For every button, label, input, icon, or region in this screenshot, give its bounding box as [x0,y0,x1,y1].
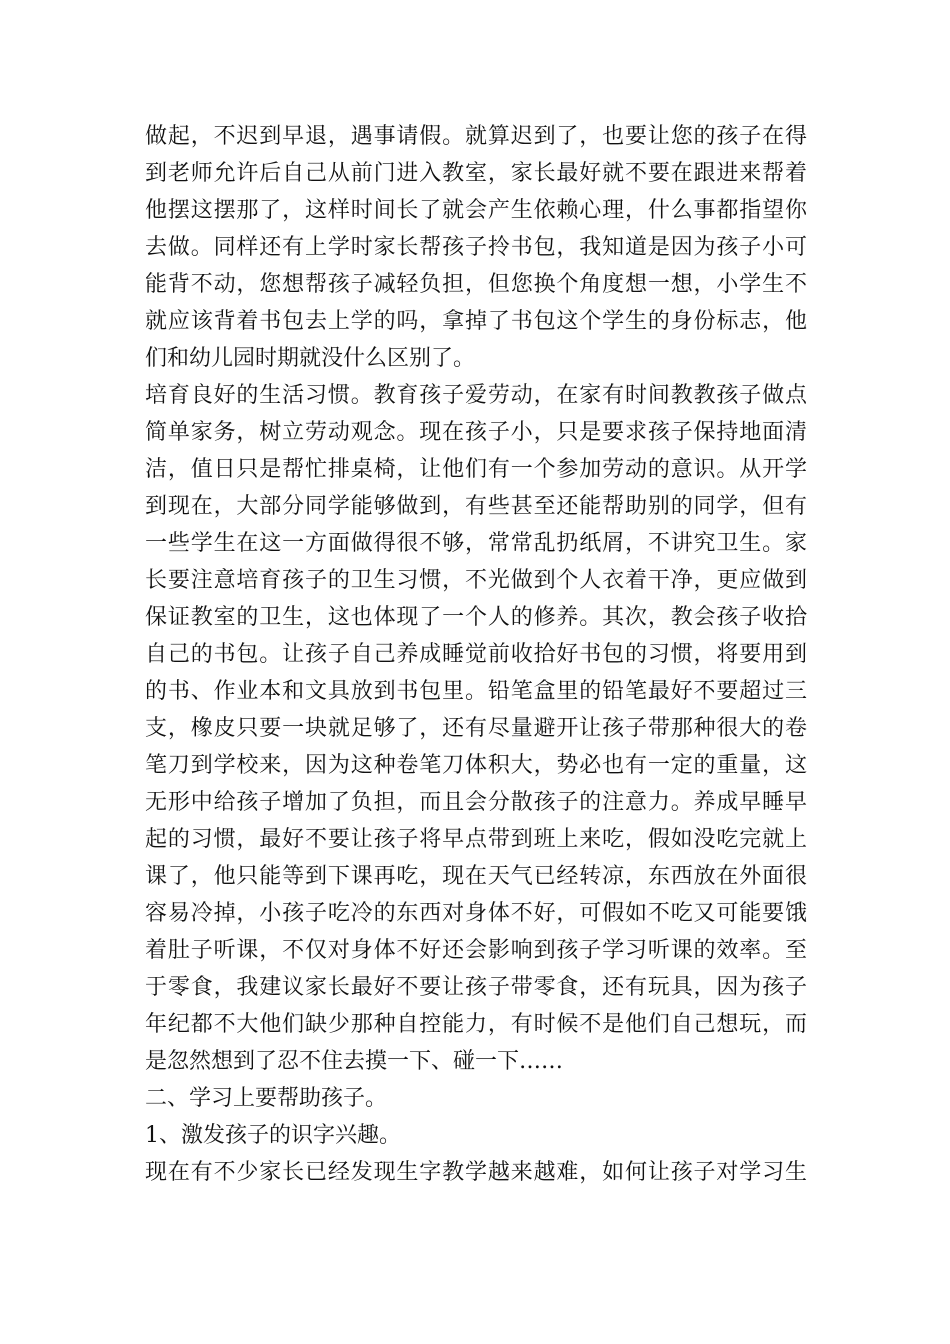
text-line: 起的习惯，最好不要让孩子将早点带到班上来吃，假如没吃完就上 [145,827,807,852]
text-line: 到现在，大部分同学能够做到，有些甚至还能帮助别的同学，但有 [145,494,807,519]
text-line: 保证教室的卫生，这也体现了一个人的修养。其次，教会孩子收拾 [145,605,807,630]
text-line: 到老师允许后自己从前门进入教室，家长最好就不要在跟进来帮着 [145,161,807,186]
text-line: 容易冷掉，小孩子吃冷的东西对身体不好，可假如不吃又可能要饿 [145,901,807,926]
document-body [145,118,807,1191]
text-line: 的书、作业本和文具放到书包里。铅笔盒里的铅笔最好不要超过三 [145,679,807,704]
text-line: 于零食，我建议家长最好不要让孩子带零食，还有玩具，因为孩子 [145,975,807,1000]
text-line: 培育良好的生活习惯。教育孩子爱劳动，在家有时间教教孩子做点 [145,383,807,408]
text-line: 笔刀到学校来，因为这种卷笔刀体积大，势必也有一定的重量，这 [145,753,807,778]
text-line: 现在有不少家长已经发现生字教学越来越难，如何让孩子对学习生 [145,1160,807,1185]
text-line: 做起，不迟到早退，遇事请假。就算迟到了，也要让您的孩子在得 [145,124,807,149]
text-line: 能背不动，您想帮孩子减轻负担，但您换个角度想一想，小学生不 [145,272,807,297]
text-line: 是忽然想到了忍不住去摸一下、碰一下…… [145,1049,564,1074]
text-line: 支，橡皮只要一块就足够了，还有尽量避开让孩子带那种很大的卷 [145,716,807,741]
text-line: 无形中给孩子增加了负担，而且会分散孩子的注意力。养成早睡早 [145,790,807,815]
text-line: 洁，值日只是帮忙排桌椅，让他们有一个参加劳动的意识。从开学 [145,457,807,482]
text-line: 着肚子听课，不仅对身体不好还会影响到孩子学习听课的效率。至 [145,938,807,963]
text-line: 们和幼儿园时期就没什么区别了。 [145,346,476,371]
text-line: 就应该背着书包去上学的吗，拿掉了书包这个学生的身份标志，他 [145,309,807,334]
text-line: 1、激发孩子的识字兴趣。 [145,1123,401,1148]
text-line: 二、学习上要帮助孩子。 [145,1086,388,1111]
text-line: 长要注意培育孩子的卫生习惯，不光做到个人衣着干净，更应做到 [145,568,807,593]
text-line: 一些学生在这一方面做得很不够，常常乱扔纸屑，不讲究卫生。家 [145,531,807,556]
text-line: 课了，他只能等到下课再吃，现在天气已经转凉，东西放在外面很 [145,864,807,889]
text-line: 他摆这摆那了，这样时间长了就会产生依赖心理，什么事都指望你 [145,198,807,223]
text-line: 自己的书包。让孩子自己养成睡觉前收拾好书包的习惯，将要用到 [145,642,807,667]
text-line: 年纪都不大他们缺少那种自控能力，有时候不是他们自己想玩，而 [145,1012,807,1037]
text-line: 简单家务，树立劳动观念。现在孩子小，只是要求孩子保持地面清 [145,420,807,445]
text-line: 去做。同样还有上学时家长帮孩子拎书包，我知道是因为孩子小可 [145,235,807,260]
